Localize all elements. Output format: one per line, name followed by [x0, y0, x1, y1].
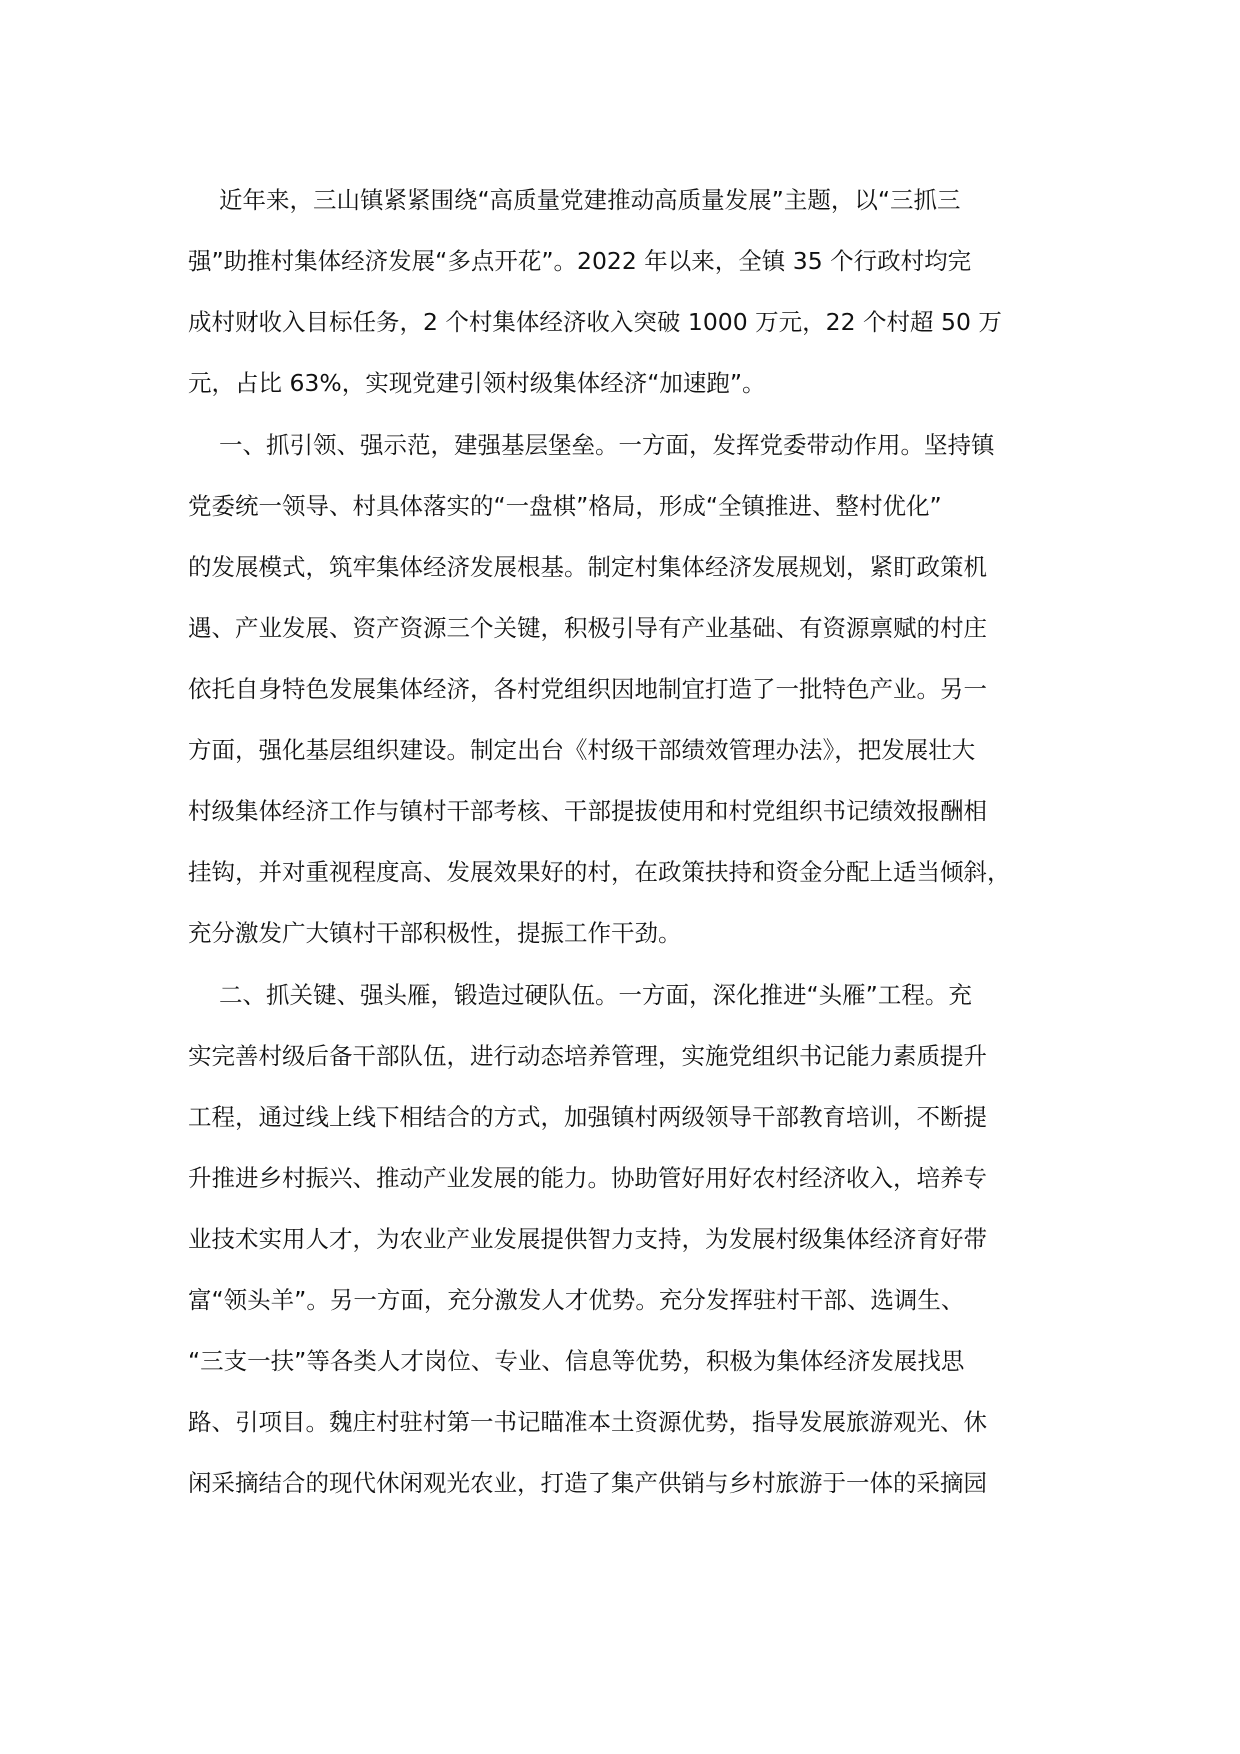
document-body	[188, 170, 1068, 1515]
text-line: 实完善村级后备干部队伍，进行动态培养管理，实施党组织书记能力素质提升	[188, 1042, 987, 1070]
text-line: 充分激发广大镇村干部积极性，提振工作干劲。	[188, 919, 682, 947]
text-line: 一、抓引领、强示范，建强基层堡垒。一方面，发挥党委带动作用。坚持镇	[219, 431, 995, 459]
text-line: 遇、产业发展、资产资源三个关键，积极引导有产业基础、有资源禀赋的村庄	[188, 614, 987, 642]
paragraph-section-1	[188, 415, 1068, 964]
text-line: 强”助推村集体经济发展“多点开花”。2022 年以来，全镇 35 个行政村均完	[188, 247, 972, 275]
text-line: 升推进乡村振兴、推动产业发展的能力。协助管好用好农村经济收入，培养专	[188, 1164, 987, 1192]
text-line: 闲采摘结合的现代休闲观光农业，打造了集产供销与乡村旅游于一体的采摘园	[188, 1469, 987, 1497]
text-line: 党委统一领导、村具体落实的“一盘棋”格局，形成“全镇推进、整村优化”	[188, 492, 942, 520]
text-line: 村级集体经济工作与镇村干部考核、干部提拔使用和村党组织书记绩效报酬相	[188, 797, 987, 825]
text-line: 元，占比 63%，实现党建引领村级集体经济“加速跑”。	[188, 369, 766, 397]
text-line: 的发展模式，筑牢集体经济发展根基。制定村集体经济发展规划，紧盯政策机	[188, 553, 987, 581]
text-line: 工程，通过线上线下相结合的方式，加强镇村两级领导干部教育培训，不断提	[188, 1103, 987, 1131]
text-line: 路、引项目。魏庄村驻村第一书记瞄准本土资源优势，指导发展旅游观光、休	[188, 1408, 987, 1436]
text-line: 近年来，三山镇紧紧围绕“高质量党建推动高质量发展”主题，以“三抓三	[219, 186, 961, 214]
text-line: 成村财收入目标任务，2 个村集体经济收入突破 1000 万元，22 个村超 50 万	[188, 308, 1002, 336]
text-line: 方面，强化基层组织建设。制定出台《村级干部绩效管理办法》，把发展壮大	[188, 736, 976, 764]
text-line: “三支一扶”等各类人才岗位、专业、信息等优势，积极为集体经济发展找思	[188, 1347, 965, 1375]
text-line: 挂钩，并对重视程度高、发展效果好的村，在政策扶持和资金分配上适当倾斜，	[188, 858, 1011, 886]
text-line: 富“领头羊”。另一方面，充分激发人才优势。充分发挥驻村干部、选调生、	[188, 1286, 965, 1314]
text-line: 业技术实用人才，为农业产业发展提供智力支持，为发展村级集体经济育好带	[188, 1225, 987, 1253]
text-line: 依托自身特色发展集体经济，各村党组织因地制宜打造了一批特色产业。另一	[188, 675, 987, 703]
paragraph-intro	[188, 170, 1068, 414]
paragraph-section-2	[188, 965, 1068, 1514]
text-line: 二、抓关键、强头雁，锻造过硬队伍。一方面，深化推进“头雁”工程。充	[219, 981, 972, 1009]
